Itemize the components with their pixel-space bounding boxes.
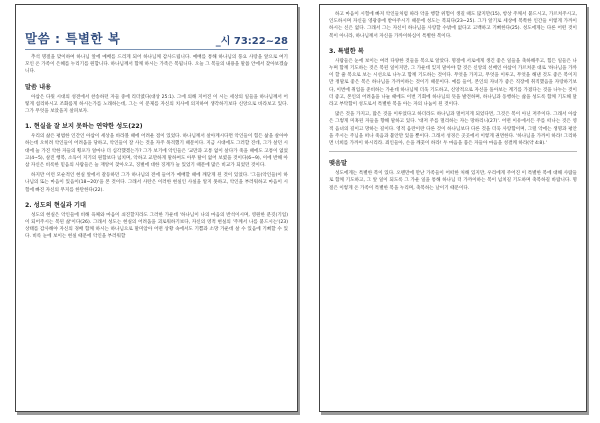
sermon-title: 말씀 : 특별한 복 (25, 31, 121, 46)
section-heading-content: 말씀 내용 (25, 83, 52, 91)
subsection-3-paragraph-2: 많은 것을 가지고, 많은 것을 이루었다고 하더라도 하나님과 멀어지게 되었다면, 그것은 복이 아닌 저주이다. 그래서 아삽은 그렇게 미혹된 자들을 향해 말하고 있다. '대저 주를 멀리하는 자는 망하리니(27)'. 어떤 이유에서든 주를 떠나는 것은 영적 음녀의 길이고 망하는 길이다. 영적 음란이란 다른 것이 하나님보다 다른 것을 더욱 사랑함이며, 그럴 악에는 생명과 평안을 주시는 주님을 떠나 죽음과 불안만 있을 뿐이다. 그래서 성경은 곳곳에서 이렇게 권면한다. '하나님을 가까이 하라! 그리하면 너희를 가까이 하시리라. 죄인들아, 손을 깨끗이 하라! 두 마음을 품은 자들아 마음을 성결케 하라(약 4:8).' (329, 112, 577, 147)
right-page (319, 4, 587, 412)
scripture-reference: _시 73:22~28 (215, 36, 288, 47)
conclusion-paragraph: 성도에게는 특별한 복이 있다. 오랜만에 만난 가족들이 어떠한 처해 있지만, 우리에게 주어진 이 특별한 복에 대해 사람들로 함께 기도하고, 그 앞 일이 되도록 그 가운 일을 통해 하나님 더 가까이하는 복이 넘치길 기도하며 축복하길 바랍니다. 명절은 이렇게 온 가족이 특별한 복을 누리며, 축복하는 날이기 때문이다. (329, 171, 577, 191)
continued-paragraph: 하고 마음이 시험에 빠져 악인들처럼 따라 악을 행할 위험이 생길 때도 많지만(15), 항상 주께서 붙드시고, 가르쳐주시고, 인도하시며 자신들 영광중에 받아주시기 때문에 성도는 복되다(23~25). 그가 알기로 세상에 복쪽한 인간들 이렇게 가까이하시는 신은 없다. 그래서 그는 자신이 하나님을 사랑할 수밖에 없다고 고백하고 기뻐한다(25). 성도에게는 다른 어떤 것이 복이 아니라, 하나님께서 자신을 가까이하심이 특별한 복이다. (329, 12, 577, 39)
subsection-heading-2: 2. 성도의 현실과 기대 (25, 201, 86, 209)
intro-paragraph: 추석 명절을 맞이하여 하나님 앞에 예배를 드리게 되어 하나님께 감사드립니다. 예배를 통해 하나님의 풍요 사랑을 앞으로 여기 모인 온 가족이 은혜를 누리기를 원합니다. 하나님께서 함께 하시는 가족은 복됩니다. 오늘 그 복들의 내용을 말씀 안에서 찾아보겠습니다. (25, 55, 288, 75)
subsection-1-paragraph-1: 우리의 삶은 평범한 인간인 아삽이 세상을 바라볼 때에 어려운 점이 있었다. 하나님께서 살아계시다면 악인들이 힘든 삶을 살아야 하는데 오히려 악인들이 어려움을 당하고, 악인들이 잘 사는 것을 자주 목격했기 때문이다. 지금 시대에도 그러할 진데, 그가 살던 시대에 늘 가진 악한 자들의 횡포가 얼마나 더 심각했겠는가? 그가 보기에 악인들은 '교만과 고통 없이 살다가 죽을 때에도 고통이 없었고(4~5), 살진 행복, 소득이 지기의 원함보다 넘치며, 악하고 교만하게 말하여도 아무 탈이 없어 보였을 것이다(6~9), 이에 반해 아삽 자신은 비록한 믿음의 사람들은 늘 재앙이 찾아오고, 징벌에 대한 징계가 늘 있었기 때문에 많은 비교가 되었던 것이다. (25, 134, 288, 169)
title-row (25, 29, 288, 50)
subsection-3-paragraph-1: 사람들은 눈에 보이는 여러 다양한 것들을 복으로 알았다. 명절에 서로에게 생긴 좋은 일들을 축하해주고, 힘든 일들은 나누며 함께 기도하는 것은 복된 일이지만, 그 가운데 잊지 말아야 할 것은 신앙의 선배인 아삽이 가르쳐준 대로 '하나님을 가까이 할 줄 복으로 보는 시선으로 나누고 함께 기도하는 것이다. 무엇을 가지고, 무엇을 이루고, 무엇을 해낸 것도 좋은 복이지만 정말로 좋은 복은 하나님을 가까이하는 것이기 때문이다. 예를 들어, 본인의 자녀가 좋은 직장에 취직했음을 자랑하기보다, 이번에 취업을 준비하는 가운데 하나님께 더욱 기도하고, 신앙적으로 자신을 돌아보는 계기를 가졌다는 것을 나누는 것이 더 좋고, 본인의 어려움을 나눌 때에도 이번 기회에 하나님의 뜻을 발견하며, 하나님과 동행하는 삶을 성도록 함께 기도해 달라고 부탁함이 성도로서 특별한 복을 아는 자의 나눔이 된 것이다. (329, 58, 577, 108)
subsection-2-paragraph: 성도의 현실은 악인들에 비해 육체와 마음이 쇠진할지라도 그러한 가운데 '하나님이 나의 마음의 반석이시며, 영원한 분깃(기업)이 되어주시는 복된 삶'이다(26). 그래서 성도는 현실의 어려움을 괴로워하기보다, 자신의 영적 현실의 '주께서 나를 붙드시는'(23) 상태를 감사해야 자신의 경배 함께 하시는 하나님으로 말미암아 어떤 상황 속에서도 기쁨과 소망 가운데 살 수 있음에 기뻐할 수 있다. 비록 눈에 보이는 현실 때문에 악인을 부러워할 (25, 212, 288, 240)
subsection-1-paragraph-2: 하지만 이런 모순적인 현실 앞에서 갈등하던 그가 하나님의 전에 들어가 예배할 때에 깨닫게 된 것이 있었다. '그들(악인들)이 하나님의 또는 마음이 있음이(18~20)'을 본 것이다. 그래서 사탄은 이러한 현실인 사실을 알지 못하고, 악인을 부러워하고 마음이 시험에 빠진 자신의 무지를 한탄한다(22). (25, 173, 288, 193)
subsection-heading-3: 3. 특별한 복 (329, 47, 364, 55)
left-page (15, 4, 298, 412)
subsection-heading-1: 1. 현실을 잘 보지 못하는 연약한 성도(22) (25, 123, 143, 131)
section-divider (329, 151, 577, 152)
section-content-paragraph: 아삽은 다윗 시대의 성전에서 찬송하던 자들 중에 리더였다(대상 25:1). 그에 의해 지어진 이 시는 세상의 일들을 하나님께서 어떻게 섭리하시고 조화롭게 하시는가를 노래하는데, 그는 이 문제를 자신의 치사에 의지하여 생각하기보다 신앙으로 바라보고 있다. 그가 무엇을 보았을지 살펴보자. (25, 94, 288, 115)
conclusion-heading: 맺음말 (329, 160, 347, 168)
